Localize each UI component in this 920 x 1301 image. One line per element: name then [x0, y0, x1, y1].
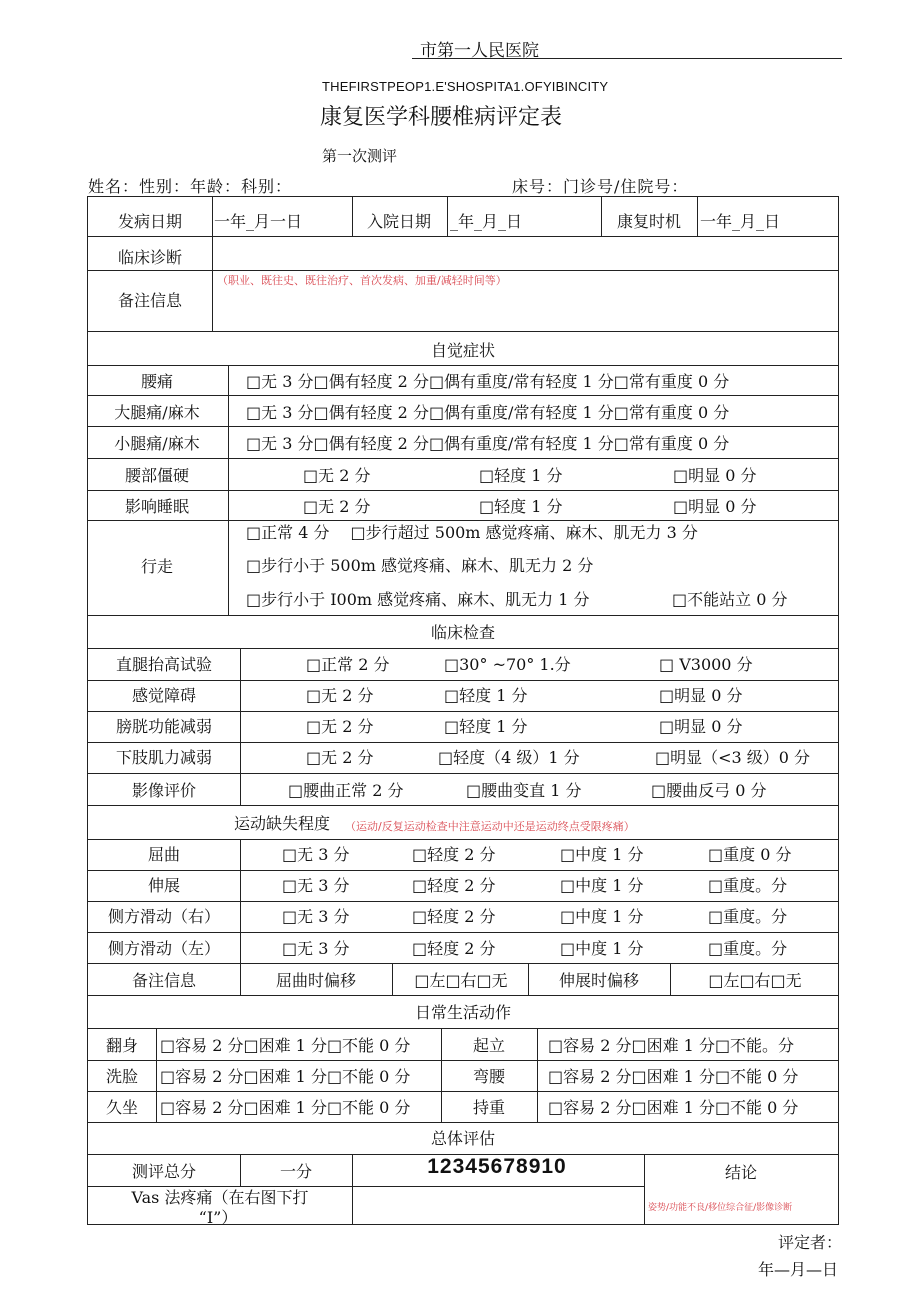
extension-deviation-options[interactable]: □左□右□无: [708, 971, 802, 990]
clinical-strength-option-1[interactable]: □无 2 分: [306, 748, 374, 767]
adl-label-stand-up: 起立: [472, 1036, 506, 1055]
header-underline: [412, 58, 842, 59]
adl-lifting-options[interactable]: □容易 2 分□困难 1 分□不能 0 分: [548, 1098, 799, 1117]
admission-date-label: 入院日期: [366, 212, 432, 231]
stiffness-label: 腰部僵硬: [124, 466, 190, 485]
vas-label-line2: “I”）: [198, 1208, 238, 1227]
motion-flexion-option-3[interactable]: □中度 1 分: [560, 845, 644, 864]
adl-heading: 日常生活动作: [414, 1003, 512, 1022]
motion-flexion-option-1[interactable]: □无 3 分: [282, 845, 350, 864]
diagnosis-label: 临床诊断: [117, 248, 183, 267]
walking-options-line3[interactable]: □步行小于 I00m 感觉疼痛、麻木、肌无力 1 分: [246, 590, 590, 609]
motion-remarks-label: 备注信息: [131, 971, 197, 990]
admission-date-field[interactable]: _年_月_日: [450, 212, 523, 231]
clinical-slr-option-1[interactable]: □正常 2 分: [306, 655, 390, 674]
symptoms-heading: 自觉症状: [430, 341, 496, 360]
motion-extension-option-1[interactable]: □无 3 分: [282, 876, 350, 895]
motion-side-right-option-4[interactable]: □重度。分: [708, 907, 788, 926]
motion-flexion-option-4[interactable]: □重度 0 分: [708, 845, 792, 864]
clinical-sensory-option-1[interactable]: □无 2 分: [306, 686, 374, 705]
motion-side-right-option-2[interactable]: □轻度 2 分: [412, 907, 496, 926]
symptom-options-thigh[interactable]: □无 3 分□偶有轻度 2 分□偶有重度/常有轻度 1 分□常有重度 0 分: [246, 403, 730, 422]
motion-label-side-glide-left: 侧方滑动（左）: [107, 939, 221, 958]
clinical-strength-option-2[interactable]: □轻度（4 级）1 分: [438, 748, 580, 767]
adl-bend-options[interactable]: □容易 2 分□困难 1 分□不能 0 分: [548, 1067, 799, 1086]
sleep-option-none[interactable]: □无 2 分: [303, 497, 371, 516]
symptom-label-calf: 小腿痛/麻木: [114, 434, 200, 453]
motion-side-right-option-3[interactable]: □中度 1 分: [560, 907, 644, 926]
adl-label-lifting: 持重: [472, 1098, 506, 1117]
assessor-label: 评定者：: [777, 1233, 842, 1252]
form-title: 康复医学科腰椎病评定表: [320, 105, 563, 130]
patient-info-left: 姓名：性别：年龄：科别：: [88, 177, 293, 196]
clinical-strength-option-3[interactable]: □明显（<3 级）0 分: [655, 748, 811, 767]
clinical-bladder-option-3[interactable]: □明显 0 分: [659, 717, 743, 736]
motion-label-side-glide-right: 侧方滑动（右）: [107, 907, 221, 926]
patient-info-right: 床号：门诊号/住院号：: [512, 177, 689, 196]
clinical-imaging-option-2[interactable]: □腰曲变直 1 分: [466, 781, 582, 800]
stiffness-option-none[interactable]: □无 2 分: [303, 466, 371, 485]
walking-label: 行走: [140, 557, 174, 576]
sleep-label: 影响睡眠: [124, 497, 190, 516]
motion-side-left-option-3[interactable]: □中度 1 分: [560, 939, 644, 958]
symptom-label-low-back: 腰痛: [140, 372, 174, 391]
motion-side-left-option-2[interactable]: □轻度 2 分: [412, 939, 496, 958]
assessment-date: 年—月—日: [757, 1260, 838, 1279]
diagnosis-field[interactable]: [214, 240, 834, 266]
walking-options-line2[interactable]: □步行小于 500m 感觉疼痛、麻木、肌无力 2 分: [246, 556, 594, 575]
vas-scale-numbers[interactable]: 12345678910: [427, 1155, 567, 1178]
sleep-option-mild[interactable]: □轻度 1 分: [479, 497, 563, 516]
clinical-bladder-option-2[interactable]: □轻度 1 分: [444, 717, 528, 736]
motion-extension-option-4[interactable]: □重度。分: [708, 876, 788, 895]
onset-date-label: 发病日期: [117, 212, 183, 231]
adl-turn-over-options[interactable]: □容易 2 分□困难 1 分□不能 0 分: [160, 1036, 411, 1055]
clinical-imaging-option-3[interactable]: □腰曲反弓 0 分: [651, 781, 767, 800]
motion-side-right-option-1[interactable]: □无 3 分: [282, 907, 350, 926]
adl-wash-face-options[interactable]: □容易 2 分□困难 1 分□不能 0 分: [160, 1067, 411, 1086]
stiffness-option-marked[interactable]: □明显 0 分: [673, 466, 757, 485]
adl-label-turn-over: 翻身: [105, 1036, 139, 1055]
clinical-sensory-option-2[interactable]: □轻度 1 分: [444, 686, 528, 705]
motion-label-extension: 伸展: [147, 876, 181, 895]
flexion-deviation-options[interactable]: □左□右□无: [414, 971, 508, 990]
symptom-label-thigh: 大腿痛/麻木: [114, 403, 200, 422]
clinical-slr-option-3[interactable]: □ V3000 分: [659, 655, 753, 674]
motion-loss-heading: 运动缺失程度: [234, 814, 331, 833]
adl-sitting-options[interactable]: □容易 2 分□困难 1 分□不能 0 分: [160, 1098, 411, 1117]
flexion-deviation-label: 屈曲时偏移: [275, 971, 357, 990]
clinical-label-strength: 下肢肌力减弱: [115, 748, 213, 767]
form-subtitle: 第一次测评: [322, 147, 398, 165]
motion-flexion-option-2[interactable]: □轻度 2 分: [412, 845, 496, 864]
clinical-label-bladder: 膀胱功能减弱: [115, 717, 213, 736]
clinical-bladder-option-1[interactable]: □无 2 分: [306, 717, 374, 736]
motion-side-left-option-4[interactable]: □重度。分: [708, 939, 788, 958]
extension-deviation-label: 伸展时偏移: [558, 971, 640, 990]
adl-label-wash-face: 洗脸: [105, 1067, 139, 1086]
adl-stand-up-options[interactable]: □容易 2 分□困难 1 分□不能。分: [548, 1036, 795, 1055]
stiffness-option-mild[interactable]: □轻度 1 分: [479, 466, 563, 485]
clinical-exam-heading: 临床检查: [430, 623, 496, 642]
motion-loss-note: （运动/反复运动检查中注意运动中还是运动终点受限疼痛）: [345, 820, 635, 833]
hospital-name: 市第一人民医院: [420, 41, 539, 61]
sleep-option-marked[interactable]: □明显 0 分: [673, 497, 757, 516]
remarks-label: 备注信息: [117, 291, 183, 310]
walking-options-line1[interactable]: □正常 4 分 □步行超过 500m 感觉疼痛、麻木、肌无力 3 分: [246, 523, 698, 542]
symptom-options-low-back[interactable]: □无 3 分□偶有轻度 2 分□偶有重度/常有轻度 1 分□常有重度 0 分: [246, 372, 730, 391]
clinical-label-slr: 直腿抬高试验: [115, 655, 213, 674]
clinical-imaging-option-1[interactable]: □腰曲正常 2 分: [288, 781, 404, 800]
total-score-field[interactable]: 一分: [279, 1162, 313, 1181]
conclusion-label: 结论: [724, 1163, 758, 1182]
hospital-english-name: THEFIRSTPEOP1.E'SHOSPITA1.OFYIBINCITY: [322, 79, 609, 94]
rehab-timing-field[interactable]: 一年_月_日: [700, 212, 781, 231]
clinical-slr-option-2[interactable]: □30° ~70° 1.分: [444, 655, 571, 674]
motion-side-left-option-1[interactable]: □无 3 分: [282, 939, 350, 958]
clinical-label-sensory: 感觉障碍: [131, 686, 197, 705]
adl-label-bend: 弯腰: [472, 1067, 506, 1086]
walking-option-cannot-stand[interactable]: □不能站立 0 分: [672, 590, 788, 609]
conclusion-hint: 姿势/功能不良/移位综合征/影像诊断: [648, 1203, 793, 1213]
symptom-options-calf[interactable]: □无 3 分□偶有轻度 2 分□偶有重度/常有轻度 1 分□常有重度 0 分: [246, 434, 730, 453]
vas-label-line1: Vas 法疼痛（在右图下打: [131, 1188, 309, 1207]
remarks-hint: （职业、既往史、既往治疗、首次发病、加重/减轻时间等）: [217, 274, 507, 287]
motion-extension-option-2[interactable]: □轻度 2 分: [412, 876, 496, 895]
total-score-label: 测评总分: [131, 1162, 197, 1181]
adl-label-prolonged-sitting: 久坐: [105, 1098, 139, 1117]
rehab-timing-label: 康复时机: [616, 212, 682, 231]
motion-extension-option-3[interactable]: □中度 1 分: [560, 876, 644, 895]
onset-date-field[interactable]: 一年_月一日: [214, 212, 303, 231]
clinical-label-imaging: 影像评价: [131, 781, 197, 800]
overall-heading: 总体评估: [430, 1129, 496, 1148]
clinical-sensory-option-3[interactable]: □明显 0 分: [659, 686, 743, 705]
motion-label-flexion: 屈曲: [147, 845, 181, 864]
